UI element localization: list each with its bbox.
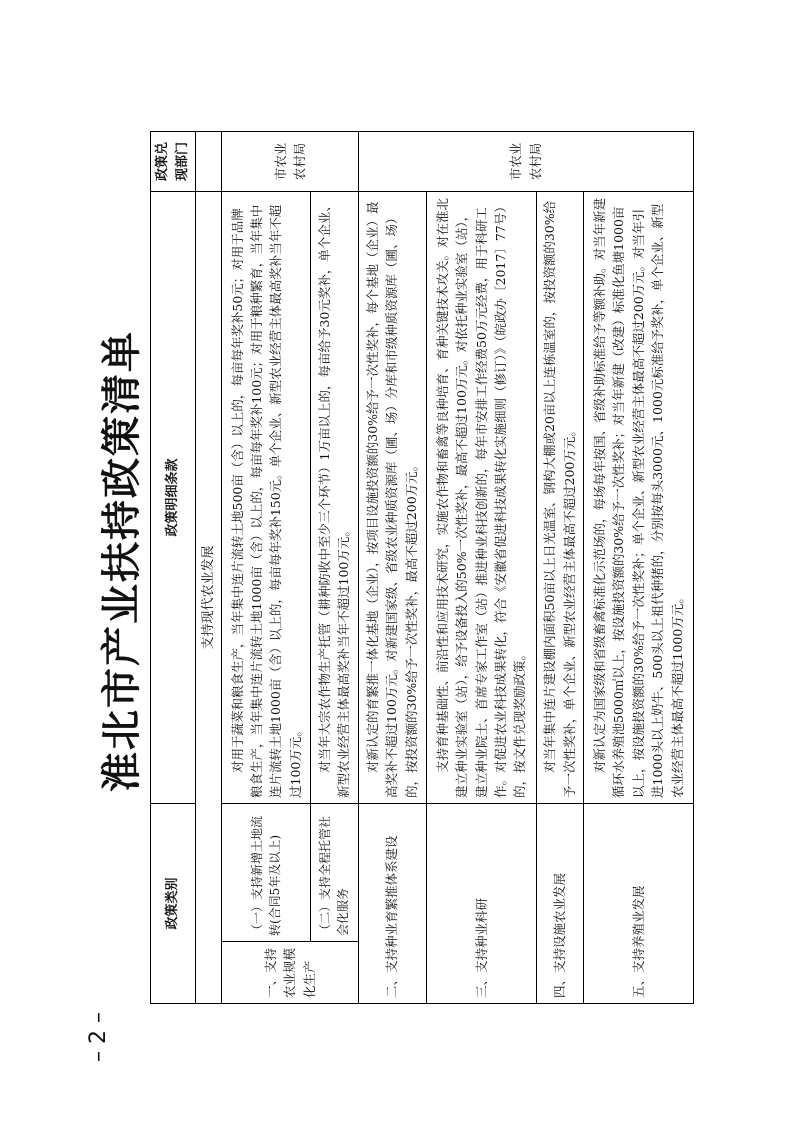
section-department-cell [196,131,222,191]
subcategory-cell: （一）支持新增土地流转(合同5年及以上) [222,803,311,941]
department-cell: 市农业农村局 [222,131,358,191]
detail-cell: 支持育种基础性、前沿性和应用技术研究，实施农作物和畜禽等良种培育、育种关键技术攻关。对在淮北建立种业实验室（站），给予设备投入的50%一次性奖补，最高不超过100万元。对依托种业实验室（站），建立种业院士、首席专家工作室（站）推进种业科技创新的，每年市安排工作经费50万元经费，用于科研工作。对促进农业科技成果转化，符合《安徽省促进科技成果转化实施细则（修订）》（皖政办〔2017〕77号）的，按文件兑现奖励政策。 [426,191,536,803]
table-row [583,131,693,1003]
policy-table [150,131,694,1004]
table-row [358,131,426,1003]
detail-cell: 对当年大宗农作物生产托管（耕种防收中至少三个环节）1万亩以上的，每亩给予30元奖补，单个企业、新型农业经营主体最高奖补当年不超过100万元。 [311,191,358,803]
category-cell: 三、支持种业科研 [426,803,536,1003]
table-row [311,131,358,1003]
header-details: 政策明细条款 [151,191,196,803]
department-cell: 市农业农村局 [358,131,693,191]
section-title: 支持现代农业发展 [196,191,222,1003]
page-number: – 2 – [86,1012,111,1062]
document-title: 淮北市产业扶持政策清单 [98,330,145,792]
section-row [196,131,222,1003]
table-row [222,131,311,1003]
category-cell: 二、支持种业育繁推体系建设 [358,803,426,1003]
detail-cell: 对当年集中连片建设棚内面积50亩以上日光温室、钢构大棚或20亩以上连栋温室的，按投资额的30%给予一次性奖补，单个企业、新型农业经营主体最高不超过200万元。 [536,191,583,803]
category-cell: 一、支持农业规模化生产 [222,942,358,1004]
table-row [426,131,536,1003]
header-category: 政策类别 [151,803,196,1003]
category-cell: 五、支持养殖业发展 [583,803,693,1003]
detail-cell: 对新认定为国家级和省级畜禽标准化示范场的，每场每年按国、省级补助标准给予等额补助。对当年新建循环水养殖池5000㎡以上，按设施投资额的30%给予一次性奖补；对当年新建（改建）标准化鱼塘1000亩以上，按设施投资额的30%给予一次性奖补；单个企业、新型农业经营主体最高不超过200万元。对当年引进1000头以上奶牛、500头以上祖代种猪的，分别按每头3000元、1000元标准给予奖补，单个企业、新型农业经营主体最高不超过1000万元。 [583,191,693,803]
table-header-row [151,131,196,1003]
table-row [536,131,583,1003]
header-department: 政策兑现部门 [151,131,196,191]
category-cell: 四、支持设施农业发展 [536,803,583,1003]
detail-cell: 对用于蔬菜和粮食生产，当年集中连片流转土地500亩（含）以上的，每亩每年奖补50元；对用于品牌粮食生产，当年集中连片流转土地1000亩（含）以上的，每亩每年奖补100元；对用于粮种繁育，当年集中连片流转土地1000亩（含）以上的，每亩每年奖补150元。单个企业、新型农业经营主体最高奖补当年不超过100万元。 [222,191,311,803]
subcategory-cell: （二）支持全程托管社会化服务 [311,803,358,941]
detail-cell: 对新认定的育繁推一体化基地（企业），按项目设施投资额的30%给予一次性奖补，每个基地（企业）最高奖补不超过100万元。对新建国家级、省级农业种质资源库（圃、场）分库和市级种质资源库（圃、场）的，按投资额的30%给予一次性奖补，最高不超过200万元。 [358,191,426,803]
